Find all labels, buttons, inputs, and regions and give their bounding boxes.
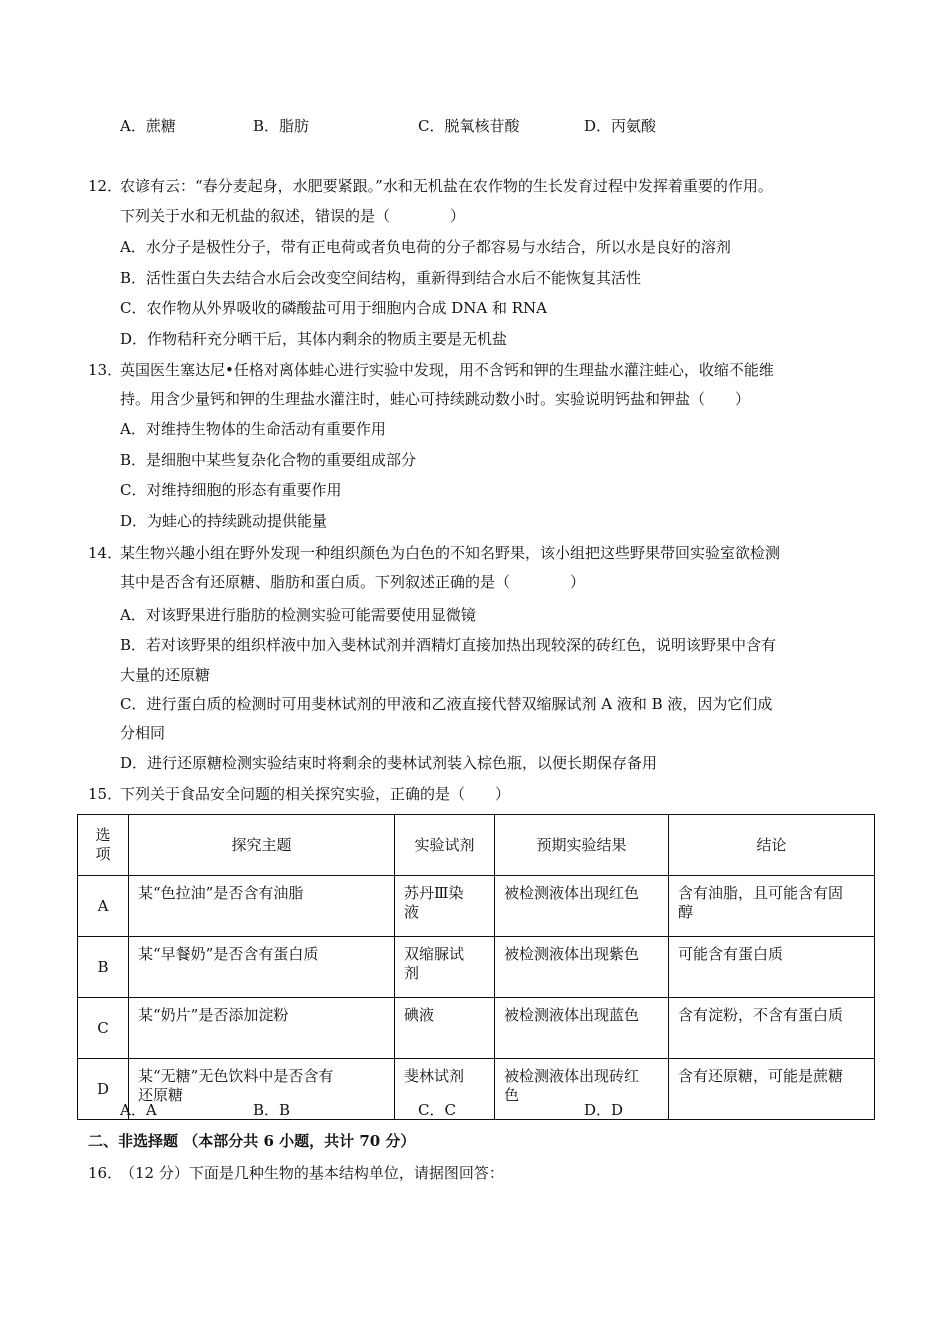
- q13-option-a: A．对维持生物体的生命活动有重要作用: [120, 420, 386, 438]
- cell-option: A: [78, 876, 129, 937]
- header-option: 选 项: [78, 815, 129, 876]
- q13-number: 13．: [88, 361, 123, 379]
- q14-option-c-line2: 分相同: [120, 724, 166, 742]
- q15-choice-c: C．C: [418, 1101, 456, 1119]
- q13-option-d: D．为蛙心的持续跳动提供能量: [120, 512, 328, 530]
- q13-option-b: B．是细胞中某些复杂化合物的重要组成部分: [120, 451, 417, 469]
- q14-stem-line1: 某生物兴趣小组在野外发现一种组织颜色为白色的不知名野果，该小组把这些野果带回实验室欲检测: [120, 544, 781, 562]
- q13-option-c: C．对维持细胞的形态有重要作用: [120, 481, 342, 499]
- cell-topic: 某“奶片”是否添加淀粉: [129, 998, 395, 1059]
- q12-stem-line2: 下列关于水和无机盐的叙述，错误的是（ ）: [120, 207, 466, 225]
- q12-option-c: C．农作物从外界吸收的磷酸盐可用于细胞内合成 DNA 和 RNA: [120, 299, 548, 317]
- q12-option-d: D．作物秸秆充分晒干后，其体内剩余的物质主要是无机盐: [120, 330, 508, 348]
- section-2-heading: 二、非选择题 （本部分共 6 小题，共计 70 分）: [88, 1132, 416, 1150]
- q15-number: 15．: [88, 785, 123, 803]
- cell-conclusion: 含有还原糖，可能是蔗糖: [669, 1059, 875, 1120]
- q13-stem-line2: 持。用含少量钙和钾的生理盐水灌注时，蛙心可持续跳动数小时。实验说明钙盐和钾盐（ ）: [120, 390, 751, 408]
- cell-option: D: [78, 1059, 129, 1120]
- cell-option: C: [78, 998, 129, 1059]
- cell-expected-result: 被检测液体出现蓝色: [495, 998, 669, 1059]
- q14-option-b-line2: 大量的还原糖: [120, 666, 211, 684]
- q15-choice-b: B．B: [253, 1101, 291, 1119]
- q11-choice-c: C．脱氧核苷酸: [418, 117, 520, 135]
- q11-choice-d: D．丙氨酸: [584, 117, 657, 135]
- cell-topic: 某“早餐奶”是否含有蛋白质: [129, 937, 395, 998]
- q11-choice-a: A．蔗糖: [120, 117, 176, 135]
- q15-stem: 下列关于食品安全问题的相关探究实验，正确的是（ ）: [120, 785, 511, 803]
- q15-choice-a: A．A: [120, 1101, 157, 1119]
- q14-option-c-line1: C．进行蛋白质的检测时可用斐林试剂的甲液和乙液直接代替双缩脲试剂 A 液和 B 液，因为它们成: [120, 695, 773, 713]
- cell-reagent: 碘液: [395, 998, 495, 1059]
- q14-option-b-line1: B．若对该野果的组织样液中加入斐林试剂并酒精灯直接加热出现较深的砖红色，说明该野果中含有: [120, 636, 777, 654]
- header-topic: 探究主题: [129, 815, 395, 876]
- cell-conclusion: 含有油脂，且可能含有固 醇: [669, 876, 875, 937]
- cell-reagent: 双缩脲试 剂: [395, 937, 495, 998]
- q11-choice-b: B．脂肪: [253, 117, 310, 135]
- q14-number: 14．: [88, 544, 123, 562]
- q14-option-a: A．对该野果进行脂肪的检测实验可能需要使用显微镜: [120, 606, 476, 624]
- q12-number: 12．: [88, 177, 123, 195]
- cell-topic: 某“色拉油”是否含有油脂: [129, 876, 395, 937]
- cell-expected-result: 被检测液体出现红色: [495, 876, 669, 937]
- q14-stem-line2: 其中是否含有还原糖、脂肪和蛋白质。下列叙述正确的是（ ）: [120, 573, 586, 591]
- cell-expected-result: 被检测液体出现紫色: [495, 937, 669, 998]
- cell-reagent: 苏丹Ⅲ染 液: [395, 876, 495, 937]
- cell-topic: 某“无糖”无色饮料中是否含有 还原糖: [129, 1059, 395, 1120]
- q12-option-a: A．水分子是极性分子，带有正电荷或者负电荷的分子都容易与水结合，所以水是良好的溶剂: [120, 238, 731, 256]
- q14-option-d: D．进行还原糖检测实验结束时将剩余的斐林试剂装入棕色瓶，以便长期保存备用: [120, 754, 658, 772]
- cell-reagent: 斐林试剂: [395, 1059, 495, 1120]
- table-row: [78, 1059, 875, 1120]
- q15-choice-d: D．D: [584, 1101, 624, 1119]
- table-header-row: [78, 815, 875, 876]
- header-expected-result: 预期实验结果: [495, 815, 669, 876]
- cell-conclusion: 可能含有蛋白质: [669, 937, 875, 998]
- table-row: [78, 876, 875, 937]
- q13-stem-line1: 英国医生塞达尼•任格对离体蛙心进行实验中发现，用不含钙和钾的生理盐水灌注蛙心，收缩不能维: [120, 361, 774, 379]
- q12-stem-line1: 农谚有云：“春分麦起身，水肥要紧跟。”水和无机盐在农作物的生长发育过程中发挥着重要的作用。: [120, 177, 773, 195]
- q16-stem: （12 分）下面是几种生物的基本结构单位，请据图回答：: [120, 1164, 504, 1182]
- cell-option: B: [78, 937, 129, 998]
- q15-table: [77, 814, 875, 1120]
- q16-number: 16．: [88, 1164, 123, 1182]
- table-row: [78, 998, 875, 1059]
- cell-conclusion: 含有淀粉，不含有蛋白质: [669, 998, 875, 1059]
- header-conclusion: 结论: [669, 815, 875, 876]
- cell-expected-result: 被检测液体出现砖红 色: [495, 1059, 669, 1120]
- header-reagent: 实验试剂: [395, 815, 495, 876]
- table-row: [78, 937, 875, 998]
- q12-option-b: B．活性蛋白失去结合水后会改变空间结构，重新得到结合水后不能恢复其活性: [120, 269, 642, 287]
